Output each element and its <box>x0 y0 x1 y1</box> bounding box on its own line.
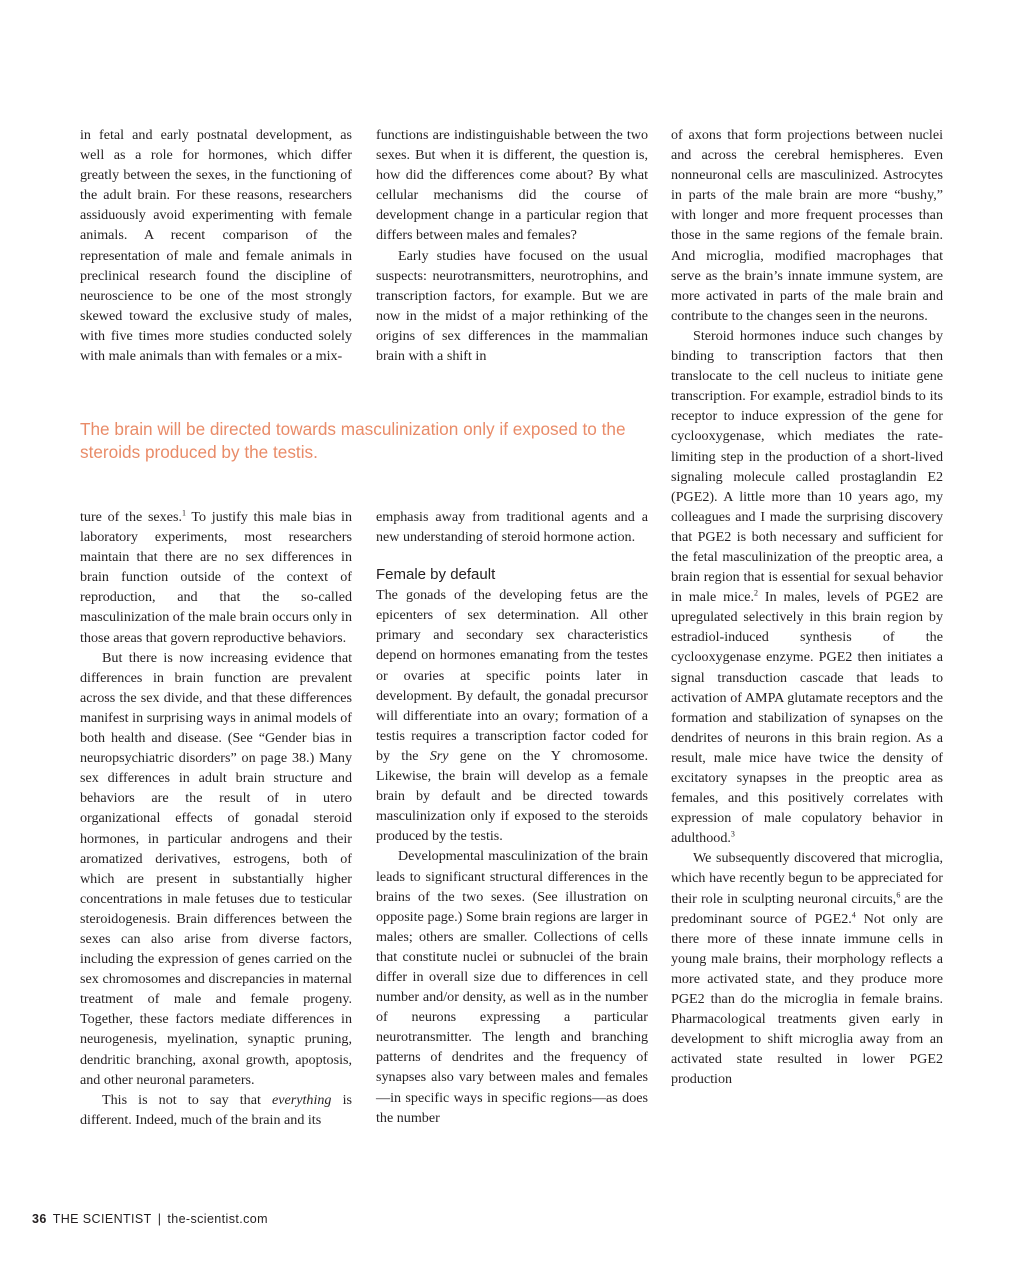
body-paragraph: But there is now increasing evidence that differences in brain function are prevalent across the sex divide, and that these differences manifest in surprising ways in animal models of both health and disease. (See “Gender bias in neuropsychiatric disorders” on page 38.) Many sex differences in adult brain structure and behaviors are the result of in utero organizational effects of gonadal steroid hormones, in particular androgens and their aromatized derivatives, estrogens, both of which are present in substantially higher concentrations in male fetuses due to testicular steroidogenesis. Brain differences between the sexes can also arise from diverse factors, including the expression of genes carried on the sex chromosomes and discrepancies in maternal treatment of male and female progeny. Together, these factors mediate differences in neurogenesis, myelination, synaptic pruning, dendritic branching, axonal growth, apoptosis, and other neuronal parameters. <box>80 649 352 1088</box>
text-run: ture of the sexes. <box>80 509 182 525</box>
body-paragraph: of axons that form projections between nuclei and across the cerebral hemispheres. Even nonneuronal cells are masculinized. Astrocytes in parts of the male brain are more “bushy,” with longer and more frequent processes than those in the same regions of the female brain. And microglia, modified macrophages that serve as the brain’s innate immune system, are more activated in parts of the male brain and contribute to the changes seen in the neurons. <box>671 127 943 324</box>
magazine-name: THE SCIENTIST <box>52 1212 152 1226</box>
body-paragraph: Developmental masculinization of the brain leads to significant structural differences in the brains of the two sexes. (See illustration on opposite page.) Some brain regions are larger in males; others are smaller. Collections of cells that constitute nuclei or subnuclei of the brain differ in overall size due to differences in cell number and/or density, as well as in the number of neurons expressing a particular neurotransmitter. The length and branching patterns of dendrites and the frequency of synapses also vary between males and females—in specific ways in specific regions—as does the number <box>376 848 648 1126</box>
body-paragraph <box>376 585 648 846</box>
article-column-2-top <box>376 125 648 366</box>
body-paragraph <box>80 1090 352 1130</box>
article-column-2-bottom <box>376 507 648 1128</box>
reference-superscript: 1 <box>182 508 186 518</box>
emphasis-text: Sry <box>429 747 449 764</box>
body-paragraph: functions are indistinguishable between the two sexes. But when it is different, the question is, how did the differences come about? By what cellular mechanisms did the course of development change in a particular region that differs between males and females? <box>376 127 648 244</box>
body-paragraph <box>80 507 352 648</box>
text-run: are the predominant source of PGE2. <box>671 890 943 927</box>
text-run: The gonads of the developing fetus are the epicenters of sex determination. All other primary and secondary sex characteristics depend on hormones emanating from the testes or ovaries at specific points later in development. By default, the gonadal precursor will differentiate into an ovary; formation of a testis requires a transcription factor coded for by the <box>376 587 648 764</box>
page-footer <box>32 1212 268 1226</box>
footer-url: the-scientist.com <box>167 1212 268 1226</box>
article-column-1-top <box>80 125 352 366</box>
text-run: is different. Indeed, much of the brain and its <box>80 1091 352 1128</box>
article-column-3 <box>671 125 943 1090</box>
text-run: We subsequently discovered that microglia, which have recently begun to be appreciated for their role in sculpting neuronal circuits, <box>671 850 943 907</box>
reference-superscript: 4 <box>851 909 856 919</box>
body-paragraph: Early studies have focused on the usual suspects: neurotransmitters, neurotrophins, and transcription factors, for example. But we are now in the midst of a major rethinking of the origins of sex differences in the mammalian brain with a shift in <box>376 247 648 365</box>
reference-superscript: 6 <box>896 889 901 899</box>
body-paragraph: emphasis away from traditional agents and a new understanding of steroid hormone action. <box>376 509 648 546</box>
text-run: Not only are there more of these innate immune cells in young male brains, their morphology reflects a more activated state, and they produce more PGE2 than do the microglia in female brains. Pharmacological treatments given early in development to shift microglia away from an activated state resulted in lower PGE2 production <box>671 910 943 1088</box>
article-column-1-bottom <box>80 507 352 1130</box>
emphasis-text: everything <box>272 1091 332 1108</box>
body-paragraph: in fetal and early postnatal development, as well as a role for hormones, which differ greatly between the sexes, in the functioning of the adult brain. For these reasons, researchers assiduously avoid experimenting with female animals. A recent comparison of the representation of male and female animals in preclinical research found the discipline of neuroscience to be one of the most strongly skewed toward the exclusive study of males, with five times more studies conducted solely with male animals than with females or a mix- <box>80 127 352 365</box>
text-run: Steroid hormones induce such changes by binding to transcription factors that then translocate to the cell nucleus to initiate gene transcription. For example, estradiol binds to its receptor to induce expression of the gene for cyclooxygenase, which mediates the rate-limiting step in the production of a short-lived signaling molecule called prostaglandin E2 (PGE2). A little more than 10 years ago, my colleagues and I made the surprising discovery that PGE2 is both necessary and sufficient for the fetal masculinization of the preoptic area, a brain region that is essential for sexual behavior in male mice. <box>671 327 943 606</box>
reference-superscript: 2 <box>754 588 759 598</box>
text-run: In males, levels of PGE2 are upregulated selectively in this brain region by estradiol-induced synthesis of the cyclooxygenase enzyme. PGE2 then initiates a signal transduction cascade that leads to activation of AMPA glutamate receptors and the formation and stabilization of synapses on the dendrites of neurons in this brain region. As a result, male mice have twice the density of excitatory synapses in the preoptic area as females, and this positively correlates with expression of male copulatory behavior in adulthood. <box>671 589 943 847</box>
text-run: gene on the Y chromosome. Likewise, the brain will develop as a female brain by default and be directed towards masculinization only if exposed to the steroids produced by the testis. <box>376 747 648 845</box>
page-number: 36 <box>32 1212 47 1226</box>
text-run: This is not to say that <box>102 1091 272 1108</box>
reference-superscript: 3 <box>730 829 735 839</box>
body-paragraph <box>671 326 943 848</box>
body-paragraph <box>671 848 943 1089</box>
text-run: To justify this male bias in laboratory experiments, most researchers maintain that there are no sex differences in brain function outside of the context of reproduction, and that the so-called masculinization of the male brain occurs only in those areas that govern reproductive behaviors. <box>80 509 353 646</box>
pull-quote: The brain will be directed towards masculinization only if exposed to the steroids produced by the testis. <box>80 419 626 463</box>
footer-separator: | <box>157 1212 162 1226</box>
section-subheading: Female by default <box>376 566 496 584</box>
